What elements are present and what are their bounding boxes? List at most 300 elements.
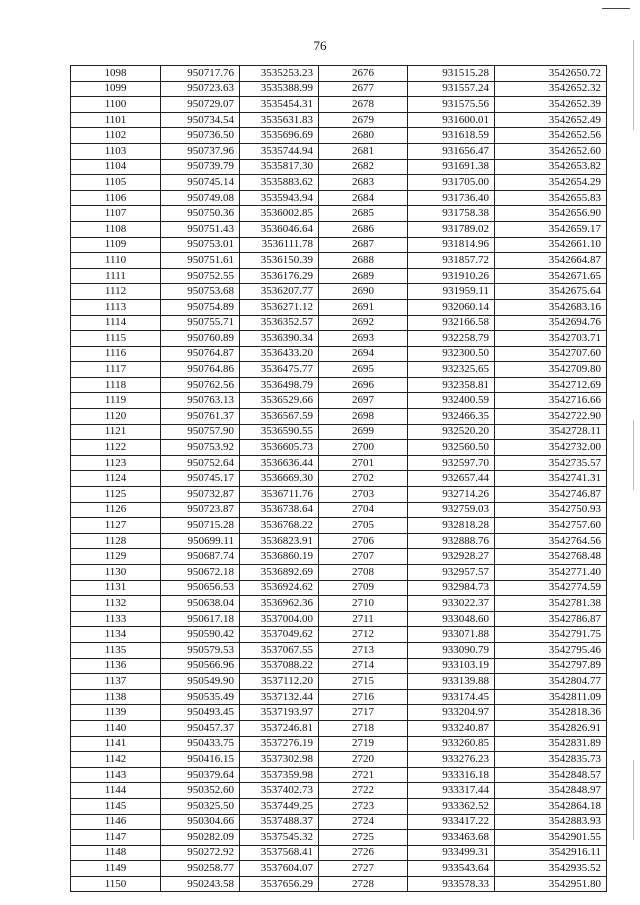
y-coordinate-cell: 3537568.41 bbox=[240, 845, 319, 861]
point-id-cell: 1138 bbox=[71, 689, 161, 705]
point-id-cell: 1144 bbox=[71, 783, 161, 799]
point-id-cell: 1127 bbox=[71, 518, 161, 534]
point-id-cell: 2694 bbox=[319, 346, 408, 362]
point-id-cell: 2713 bbox=[319, 642, 408, 658]
point-id-cell: 1119 bbox=[71, 393, 161, 409]
point-id-cell: 1136 bbox=[71, 658, 161, 674]
point-id-cell: 2724 bbox=[319, 814, 408, 830]
point-id-cell: 2727 bbox=[319, 861, 408, 877]
table-row bbox=[71, 705, 607, 721]
point-id-cell: 1117 bbox=[71, 362, 161, 378]
y-coordinate-cell: 3542683.16 bbox=[495, 299, 607, 315]
y-coordinate-cell: 3536738.64 bbox=[240, 502, 319, 518]
x-coordinate-cell: 933139.88 bbox=[408, 674, 495, 690]
point-id-cell: 1141 bbox=[71, 736, 161, 752]
y-coordinate-cell: 3542935.52 bbox=[495, 861, 607, 877]
x-coordinate-cell: 950672.18 bbox=[161, 565, 240, 581]
table-row bbox=[71, 876, 607, 892]
y-coordinate-cell: 3536176.29 bbox=[240, 268, 319, 284]
x-coordinate-cell: 933543.64 bbox=[408, 861, 495, 877]
table-row bbox=[71, 81, 607, 97]
x-coordinate-cell: 931575.56 bbox=[408, 97, 495, 113]
x-coordinate-cell: 933204.97 bbox=[408, 705, 495, 721]
point-id-cell: 1112 bbox=[71, 284, 161, 300]
point-id-cell: 2690 bbox=[319, 284, 408, 300]
point-id-cell: 2715 bbox=[319, 674, 408, 690]
x-coordinate-cell: 933071.88 bbox=[408, 627, 495, 643]
x-coordinate-cell: 931600.01 bbox=[408, 112, 495, 128]
point-id-cell: 2712 bbox=[319, 627, 408, 643]
y-coordinate-cell: 3537049.62 bbox=[240, 627, 319, 643]
x-coordinate-cell: 950493.45 bbox=[161, 705, 240, 721]
point-id-cell: 2677 bbox=[319, 81, 408, 97]
x-coordinate-cell: 950457.37 bbox=[161, 720, 240, 736]
y-coordinate-cell: 3542661.10 bbox=[495, 237, 607, 253]
table-row bbox=[71, 424, 607, 440]
point-id-cell: 2689 bbox=[319, 268, 408, 284]
edge-mark bbox=[633, 760, 634, 840]
table-row bbox=[71, 393, 607, 409]
page-number: 76 bbox=[313, 38, 327, 53]
table-row bbox=[71, 752, 607, 768]
point-id-cell: 2703 bbox=[319, 487, 408, 503]
table-row bbox=[71, 253, 607, 269]
point-id-cell: 1125 bbox=[71, 487, 161, 503]
point-id-cell: 2717 bbox=[319, 705, 408, 721]
table-row bbox=[71, 455, 607, 471]
y-coordinate-cell: 3536111.78 bbox=[240, 237, 319, 253]
y-coordinate-cell: 3542951.80 bbox=[495, 876, 607, 892]
y-coordinate-cell: 3542652.39 bbox=[495, 97, 607, 113]
x-coordinate-cell: 950761.37 bbox=[161, 409, 240, 425]
point-id-cell: 1110 bbox=[71, 253, 161, 269]
y-coordinate-cell: 3542774.59 bbox=[495, 580, 607, 596]
table-row bbox=[71, 97, 607, 113]
x-coordinate-cell: 932166.58 bbox=[408, 315, 495, 331]
y-coordinate-cell: 3542732.00 bbox=[495, 440, 607, 456]
table-row bbox=[71, 549, 607, 565]
x-coordinate-cell: 931557.24 bbox=[408, 81, 495, 97]
x-coordinate-cell: 931814.96 bbox=[408, 237, 495, 253]
x-coordinate-cell: 931959.11 bbox=[408, 284, 495, 300]
x-coordinate-cell: 950656.53 bbox=[161, 580, 240, 596]
x-coordinate-cell: 950764.87 bbox=[161, 346, 240, 362]
y-coordinate-cell: 3536271.12 bbox=[240, 299, 319, 315]
x-coordinate-cell: 950325.50 bbox=[161, 798, 240, 814]
y-coordinate-cell: 3542652.60 bbox=[495, 143, 607, 159]
point-id-cell: 2709 bbox=[319, 580, 408, 596]
table-row bbox=[71, 221, 607, 237]
y-coordinate-cell: 3542650.72 bbox=[495, 66, 607, 82]
x-coordinate-cell: 950762.56 bbox=[161, 377, 240, 393]
x-coordinate-cell: 950753.92 bbox=[161, 440, 240, 456]
point-id-cell: 2698 bbox=[319, 409, 408, 425]
y-coordinate-cell: 3537656.29 bbox=[240, 876, 319, 892]
y-coordinate-cell: 3542848.57 bbox=[495, 767, 607, 783]
y-coordinate-cell: 3542656.90 bbox=[495, 206, 607, 222]
x-coordinate-cell: 950757.90 bbox=[161, 424, 240, 440]
point-id-cell: 1111 bbox=[71, 268, 161, 284]
point-id-cell: 1140 bbox=[71, 720, 161, 736]
x-coordinate-cell: 931789.02 bbox=[408, 221, 495, 237]
x-coordinate-cell: 950243.58 bbox=[161, 876, 240, 892]
y-coordinate-cell: 3542716.66 bbox=[495, 393, 607, 409]
x-coordinate-cell: 950737.96 bbox=[161, 143, 240, 159]
x-coordinate-cell: 950739.79 bbox=[161, 159, 240, 175]
point-id-cell: 1148 bbox=[71, 845, 161, 861]
x-coordinate-cell: 950416.15 bbox=[161, 752, 240, 768]
point-id-cell: 1109 bbox=[71, 237, 161, 253]
x-coordinate-cell: 950751.43 bbox=[161, 221, 240, 237]
point-id-cell: 2721 bbox=[319, 767, 408, 783]
table-row bbox=[71, 175, 607, 191]
x-coordinate-cell: 950272.92 bbox=[161, 845, 240, 861]
point-id-cell: 2680 bbox=[319, 128, 408, 144]
y-coordinate-cell: 3537088.22 bbox=[240, 658, 319, 674]
point-id-cell: 1116 bbox=[71, 346, 161, 362]
x-coordinate-cell: 932888.76 bbox=[408, 533, 495, 549]
x-coordinate-cell: 950579.53 bbox=[161, 642, 240, 658]
y-coordinate-cell: 3542786.87 bbox=[495, 611, 607, 627]
y-coordinate-cell: 3535253.23 bbox=[240, 66, 319, 82]
y-coordinate-cell: 3537402.73 bbox=[240, 783, 319, 799]
x-coordinate-cell: 933174.45 bbox=[408, 689, 495, 705]
point-id-cell: 2704 bbox=[319, 502, 408, 518]
y-coordinate-cell: 3536669.30 bbox=[240, 471, 319, 487]
y-coordinate-cell: 3535631.83 bbox=[240, 112, 319, 128]
y-coordinate-cell: 3542901.55 bbox=[495, 830, 607, 846]
x-coordinate-cell: 950617.18 bbox=[161, 611, 240, 627]
point-id-cell: 1105 bbox=[71, 175, 161, 191]
y-coordinate-cell: 3542791.75 bbox=[495, 627, 607, 643]
point-id-cell: 1108 bbox=[71, 221, 161, 237]
x-coordinate-cell: 950732.87 bbox=[161, 487, 240, 503]
point-id-cell: 1101 bbox=[71, 112, 161, 128]
x-coordinate-cell: 933090.79 bbox=[408, 642, 495, 658]
point-id-cell: 2716 bbox=[319, 689, 408, 705]
y-coordinate-cell: 3542795.46 bbox=[495, 642, 607, 658]
table-row bbox=[71, 830, 607, 846]
point-id-cell: 2719 bbox=[319, 736, 408, 752]
y-coordinate-cell: 3536590.55 bbox=[240, 424, 319, 440]
x-coordinate-cell: 932714.26 bbox=[408, 487, 495, 503]
point-id-cell: 2725 bbox=[319, 830, 408, 846]
point-id-cell: 2718 bbox=[319, 720, 408, 736]
point-id-cell: 1142 bbox=[71, 752, 161, 768]
point-id-cell: 2688 bbox=[319, 253, 408, 269]
x-coordinate-cell: 933417.22 bbox=[408, 814, 495, 830]
table-row bbox=[71, 533, 607, 549]
x-coordinate-cell: 932325.65 bbox=[408, 362, 495, 378]
x-coordinate-cell: 950736.50 bbox=[161, 128, 240, 144]
point-id-cell: 2700 bbox=[319, 440, 408, 456]
table-row bbox=[71, 565, 607, 581]
x-coordinate-cell: 950433.75 bbox=[161, 736, 240, 752]
x-coordinate-cell: 950304.66 bbox=[161, 814, 240, 830]
x-coordinate-cell: 931758.38 bbox=[408, 206, 495, 222]
point-id-cell: 2685 bbox=[319, 206, 408, 222]
x-coordinate-cell: 933499.31 bbox=[408, 845, 495, 861]
y-coordinate-cell: 3536711.76 bbox=[240, 487, 319, 503]
y-coordinate-cell: 3542741.31 bbox=[495, 471, 607, 487]
y-coordinate-cell: 3542722.90 bbox=[495, 409, 607, 425]
x-coordinate-cell: 931618.59 bbox=[408, 128, 495, 144]
x-coordinate-cell: 932957.57 bbox=[408, 565, 495, 581]
x-coordinate-cell: 932759.03 bbox=[408, 502, 495, 518]
x-coordinate-cell: 950745.14 bbox=[161, 175, 240, 191]
x-coordinate-cell: 950750.36 bbox=[161, 206, 240, 222]
y-coordinate-cell: 3542771.40 bbox=[495, 565, 607, 581]
y-coordinate-cell: 3536475.77 bbox=[240, 362, 319, 378]
point-id-cell: 1139 bbox=[71, 705, 161, 721]
table-row bbox=[71, 845, 607, 861]
x-coordinate-cell: 933022.37 bbox=[408, 596, 495, 612]
table-row bbox=[71, 736, 607, 752]
table-row bbox=[71, 159, 607, 175]
x-coordinate-cell: 932560.50 bbox=[408, 440, 495, 456]
x-coordinate-cell: 950753.01 bbox=[161, 237, 240, 253]
table-row bbox=[71, 409, 607, 425]
point-id-cell: 2695 bbox=[319, 362, 408, 378]
x-coordinate-cell: 932657.44 bbox=[408, 471, 495, 487]
x-coordinate-cell: 950754.89 bbox=[161, 299, 240, 315]
y-coordinate-cell: 3542757.60 bbox=[495, 518, 607, 534]
table-row bbox=[71, 471, 607, 487]
table-row bbox=[71, 143, 607, 159]
x-coordinate-cell: 950763.13 bbox=[161, 393, 240, 409]
point-id-cell: 1143 bbox=[71, 767, 161, 783]
point-id-cell: 1114 bbox=[71, 315, 161, 331]
y-coordinate-cell: 3535817.30 bbox=[240, 159, 319, 175]
x-coordinate-cell: 933316.18 bbox=[408, 767, 495, 783]
x-coordinate-cell: 950753.68 bbox=[161, 284, 240, 300]
y-coordinate-cell: 3536823.91 bbox=[240, 533, 319, 549]
x-coordinate-cell: 950723.87 bbox=[161, 502, 240, 518]
x-coordinate-cell: 932060.14 bbox=[408, 299, 495, 315]
x-coordinate-cell: 933362.52 bbox=[408, 798, 495, 814]
y-coordinate-cell: 3535883.62 bbox=[240, 175, 319, 191]
table-row bbox=[71, 767, 607, 783]
table-row bbox=[71, 237, 607, 253]
table-row bbox=[71, 798, 607, 814]
point-id-cell: 1113 bbox=[71, 299, 161, 315]
point-id-cell: 1104 bbox=[71, 159, 161, 175]
edge-mark bbox=[633, 420, 634, 490]
x-coordinate-cell: 950755.71 bbox=[161, 315, 240, 331]
x-coordinate-cell: 931705.00 bbox=[408, 175, 495, 191]
point-id-cell: 2720 bbox=[319, 752, 408, 768]
x-coordinate-cell: 933260.85 bbox=[408, 736, 495, 752]
coordinates-table-body bbox=[71, 66, 607, 892]
point-id-cell: 1146 bbox=[71, 814, 161, 830]
y-coordinate-cell: 3542712.69 bbox=[495, 377, 607, 393]
y-coordinate-cell: 3542652.32 bbox=[495, 81, 607, 97]
y-coordinate-cell: 3542659.17 bbox=[495, 221, 607, 237]
corner-rule bbox=[602, 8, 630, 9]
x-coordinate-cell: 932258.79 bbox=[408, 331, 495, 347]
y-coordinate-cell: 3537488.37 bbox=[240, 814, 319, 830]
y-coordinate-cell: 3535744.94 bbox=[240, 143, 319, 159]
point-id-cell: 2710 bbox=[319, 596, 408, 612]
point-id-cell: 1118 bbox=[71, 377, 161, 393]
y-coordinate-cell: 3542781.38 bbox=[495, 596, 607, 612]
x-coordinate-cell: 932466.35 bbox=[408, 409, 495, 425]
point-id-cell: 2684 bbox=[319, 190, 408, 206]
y-coordinate-cell: 3537246.81 bbox=[240, 720, 319, 736]
x-coordinate-cell: 950258.77 bbox=[161, 861, 240, 877]
x-coordinate-cell: 950638.04 bbox=[161, 596, 240, 612]
y-coordinate-cell: 3542728.11 bbox=[495, 424, 607, 440]
x-coordinate-cell: 950535.49 bbox=[161, 689, 240, 705]
x-coordinate-cell: 933240.87 bbox=[408, 720, 495, 736]
table-row bbox=[71, 861, 607, 877]
table-row bbox=[71, 518, 607, 534]
point-id-cell: 1126 bbox=[71, 502, 161, 518]
point-id-cell: 2706 bbox=[319, 533, 408, 549]
table-row bbox=[71, 331, 607, 347]
point-id-cell: 2693 bbox=[319, 331, 408, 347]
point-id-cell: 2705 bbox=[319, 518, 408, 534]
y-coordinate-cell: 3536002.85 bbox=[240, 206, 319, 222]
y-coordinate-cell: 3542652.56 bbox=[495, 128, 607, 144]
y-coordinate-cell: 3536924.62 bbox=[240, 580, 319, 596]
point-id-cell: 2708 bbox=[319, 565, 408, 581]
y-coordinate-cell: 3536433.20 bbox=[240, 346, 319, 362]
point-id-cell: 2683 bbox=[319, 175, 408, 191]
x-coordinate-cell: 933048.60 bbox=[408, 611, 495, 627]
x-coordinate-cell: 950687.74 bbox=[161, 549, 240, 565]
y-coordinate-cell: 3542916.11 bbox=[495, 845, 607, 861]
x-coordinate-cell: 950751.61 bbox=[161, 253, 240, 269]
y-coordinate-cell: 3542764.56 bbox=[495, 533, 607, 549]
x-coordinate-cell: 931656.47 bbox=[408, 143, 495, 159]
y-coordinate-cell: 3542655.83 bbox=[495, 190, 607, 206]
y-coordinate-cell: 3536498.79 bbox=[240, 377, 319, 393]
y-coordinate-cell: 3542804.77 bbox=[495, 674, 607, 690]
x-coordinate-cell: 933463.68 bbox=[408, 830, 495, 846]
x-coordinate-cell: 950749.08 bbox=[161, 190, 240, 206]
x-coordinate-cell: 950734.54 bbox=[161, 112, 240, 128]
y-coordinate-cell: 3537604.07 bbox=[240, 861, 319, 877]
y-coordinate-cell: 3536860.19 bbox=[240, 549, 319, 565]
point-id-cell: 1124 bbox=[71, 471, 161, 487]
y-coordinate-cell: 3537302.98 bbox=[240, 752, 319, 768]
point-id-cell: 2722 bbox=[319, 783, 408, 799]
point-id-cell: 2714 bbox=[319, 658, 408, 674]
x-coordinate-cell: 932597.70 bbox=[408, 455, 495, 471]
point-id-cell: 1120 bbox=[71, 409, 161, 425]
x-coordinate-cell: 932520.20 bbox=[408, 424, 495, 440]
table-row bbox=[71, 66, 607, 82]
table-row bbox=[71, 284, 607, 300]
x-coordinate-cell: 932984.73 bbox=[408, 580, 495, 596]
point-id-cell: 1147 bbox=[71, 830, 161, 846]
point-id-cell: 1098 bbox=[71, 66, 161, 82]
x-coordinate-cell: 933317.44 bbox=[408, 783, 495, 799]
y-coordinate-cell: 3537359.98 bbox=[240, 767, 319, 783]
y-coordinate-cell: 3542664.87 bbox=[495, 253, 607, 269]
point-id-cell: 2699 bbox=[319, 424, 408, 440]
point-id-cell: 1150 bbox=[71, 876, 161, 892]
table-row bbox=[71, 674, 607, 690]
point-id-cell: 1099 bbox=[71, 81, 161, 97]
point-id-cell: 1107 bbox=[71, 206, 161, 222]
y-coordinate-cell: 3542703.71 bbox=[495, 331, 607, 347]
point-id-cell: 1121 bbox=[71, 424, 161, 440]
y-coordinate-cell: 3535696.69 bbox=[240, 128, 319, 144]
x-coordinate-cell: 950549.90 bbox=[161, 674, 240, 690]
point-id-cell: 2679 bbox=[319, 112, 408, 128]
y-coordinate-cell: 3542818.36 bbox=[495, 705, 607, 721]
point-id-cell: 2728 bbox=[319, 876, 408, 892]
y-coordinate-cell: 3536962.36 bbox=[240, 596, 319, 612]
y-coordinate-cell: 3542826.91 bbox=[495, 720, 607, 736]
point-id-cell: 1130 bbox=[71, 565, 161, 581]
point-id-cell: 2702 bbox=[319, 471, 408, 487]
table-row bbox=[71, 362, 607, 378]
table-row bbox=[71, 596, 607, 612]
y-coordinate-cell: 3537132.44 bbox=[240, 689, 319, 705]
point-id-cell: 2686 bbox=[319, 221, 408, 237]
x-coordinate-cell: 950752.64 bbox=[161, 455, 240, 471]
x-coordinate-cell: 931910.26 bbox=[408, 268, 495, 284]
table-row bbox=[71, 128, 607, 144]
x-coordinate-cell: 933103.19 bbox=[408, 658, 495, 674]
table-row bbox=[71, 502, 607, 518]
y-coordinate-cell: 3537004.00 bbox=[240, 611, 319, 627]
table-row bbox=[71, 268, 607, 284]
y-coordinate-cell: 3535943.94 bbox=[240, 190, 319, 206]
y-coordinate-cell: 3536636.44 bbox=[240, 455, 319, 471]
y-coordinate-cell: 3542848.97 bbox=[495, 783, 607, 799]
point-id-cell: 2711 bbox=[319, 611, 408, 627]
table-row bbox=[71, 112, 607, 128]
table-row bbox=[71, 346, 607, 362]
table-row bbox=[71, 689, 607, 705]
point-id-cell: 2723 bbox=[319, 798, 408, 814]
x-coordinate-cell: 950590.42 bbox=[161, 627, 240, 643]
point-id-cell: 2697 bbox=[319, 393, 408, 409]
y-coordinate-cell: 3537276.19 bbox=[240, 736, 319, 752]
coordinates-table bbox=[70, 65, 607, 892]
point-id-cell: 1129 bbox=[71, 549, 161, 565]
x-coordinate-cell: 950715.28 bbox=[161, 518, 240, 534]
table-row bbox=[71, 611, 607, 627]
x-coordinate-cell: 932358.81 bbox=[408, 377, 495, 393]
y-coordinate-cell: 3542694.76 bbox=[495, 315, 607, 331]
y-coordinate-cell: 3536529.66 bbox=[240, 393, 319, 409]
y-coordinate-cell: 3536567.59 bbox=[240, 409, 319, 425]
table-row bbox=[71, 377, 607, 393]
x-coordinate-cell: 950699.11 bbox=[161, 533, 240, 549]
table-row bbox=[71, 190, 607, 206]
y-coordinate-cell: 3537545.32 bbox=[240, 830, 319, 846]
y-coordinate-cell: 3537067.55 bbox=[240, 642, 319, 658]
table-row bbox=[71, 814, 607, 830]
x-coordinate-cell: 932818.28 bbox=[408, 518, 495, 534]
x-coordinate-cell: 932300.50 bbox=[408, 346, 495, 362]
y-coordinate-cell: 3535388.99 bbox=[240, 81, 319, 97]
point-id-cell: 1134 bbox=[71, 627, 161, 643]
y-coordinate-cell: 3536390.34 bbox=[240, 331, 319, 347]
point-id-cell: 2687 bbox=[319, 237, 408, 253]
y-coordinate-cell: 3536892.69 bbox=[240, 565, 319, 581]
y-coordinate-cell: 3536768.22 bbox=[240, 518, 319, 534]
point-id-cell: 1133 bbox=[71, 611, 161, 627]
y-coordinate-cell: 3542883.93 bbox=[495, 814, 607, 830]
point-id-cell: 2726 bbox=[319, 845, 408, 861]
x-coordinate-cell: 950745.17 bbox=[161, 471, 240, 487]
